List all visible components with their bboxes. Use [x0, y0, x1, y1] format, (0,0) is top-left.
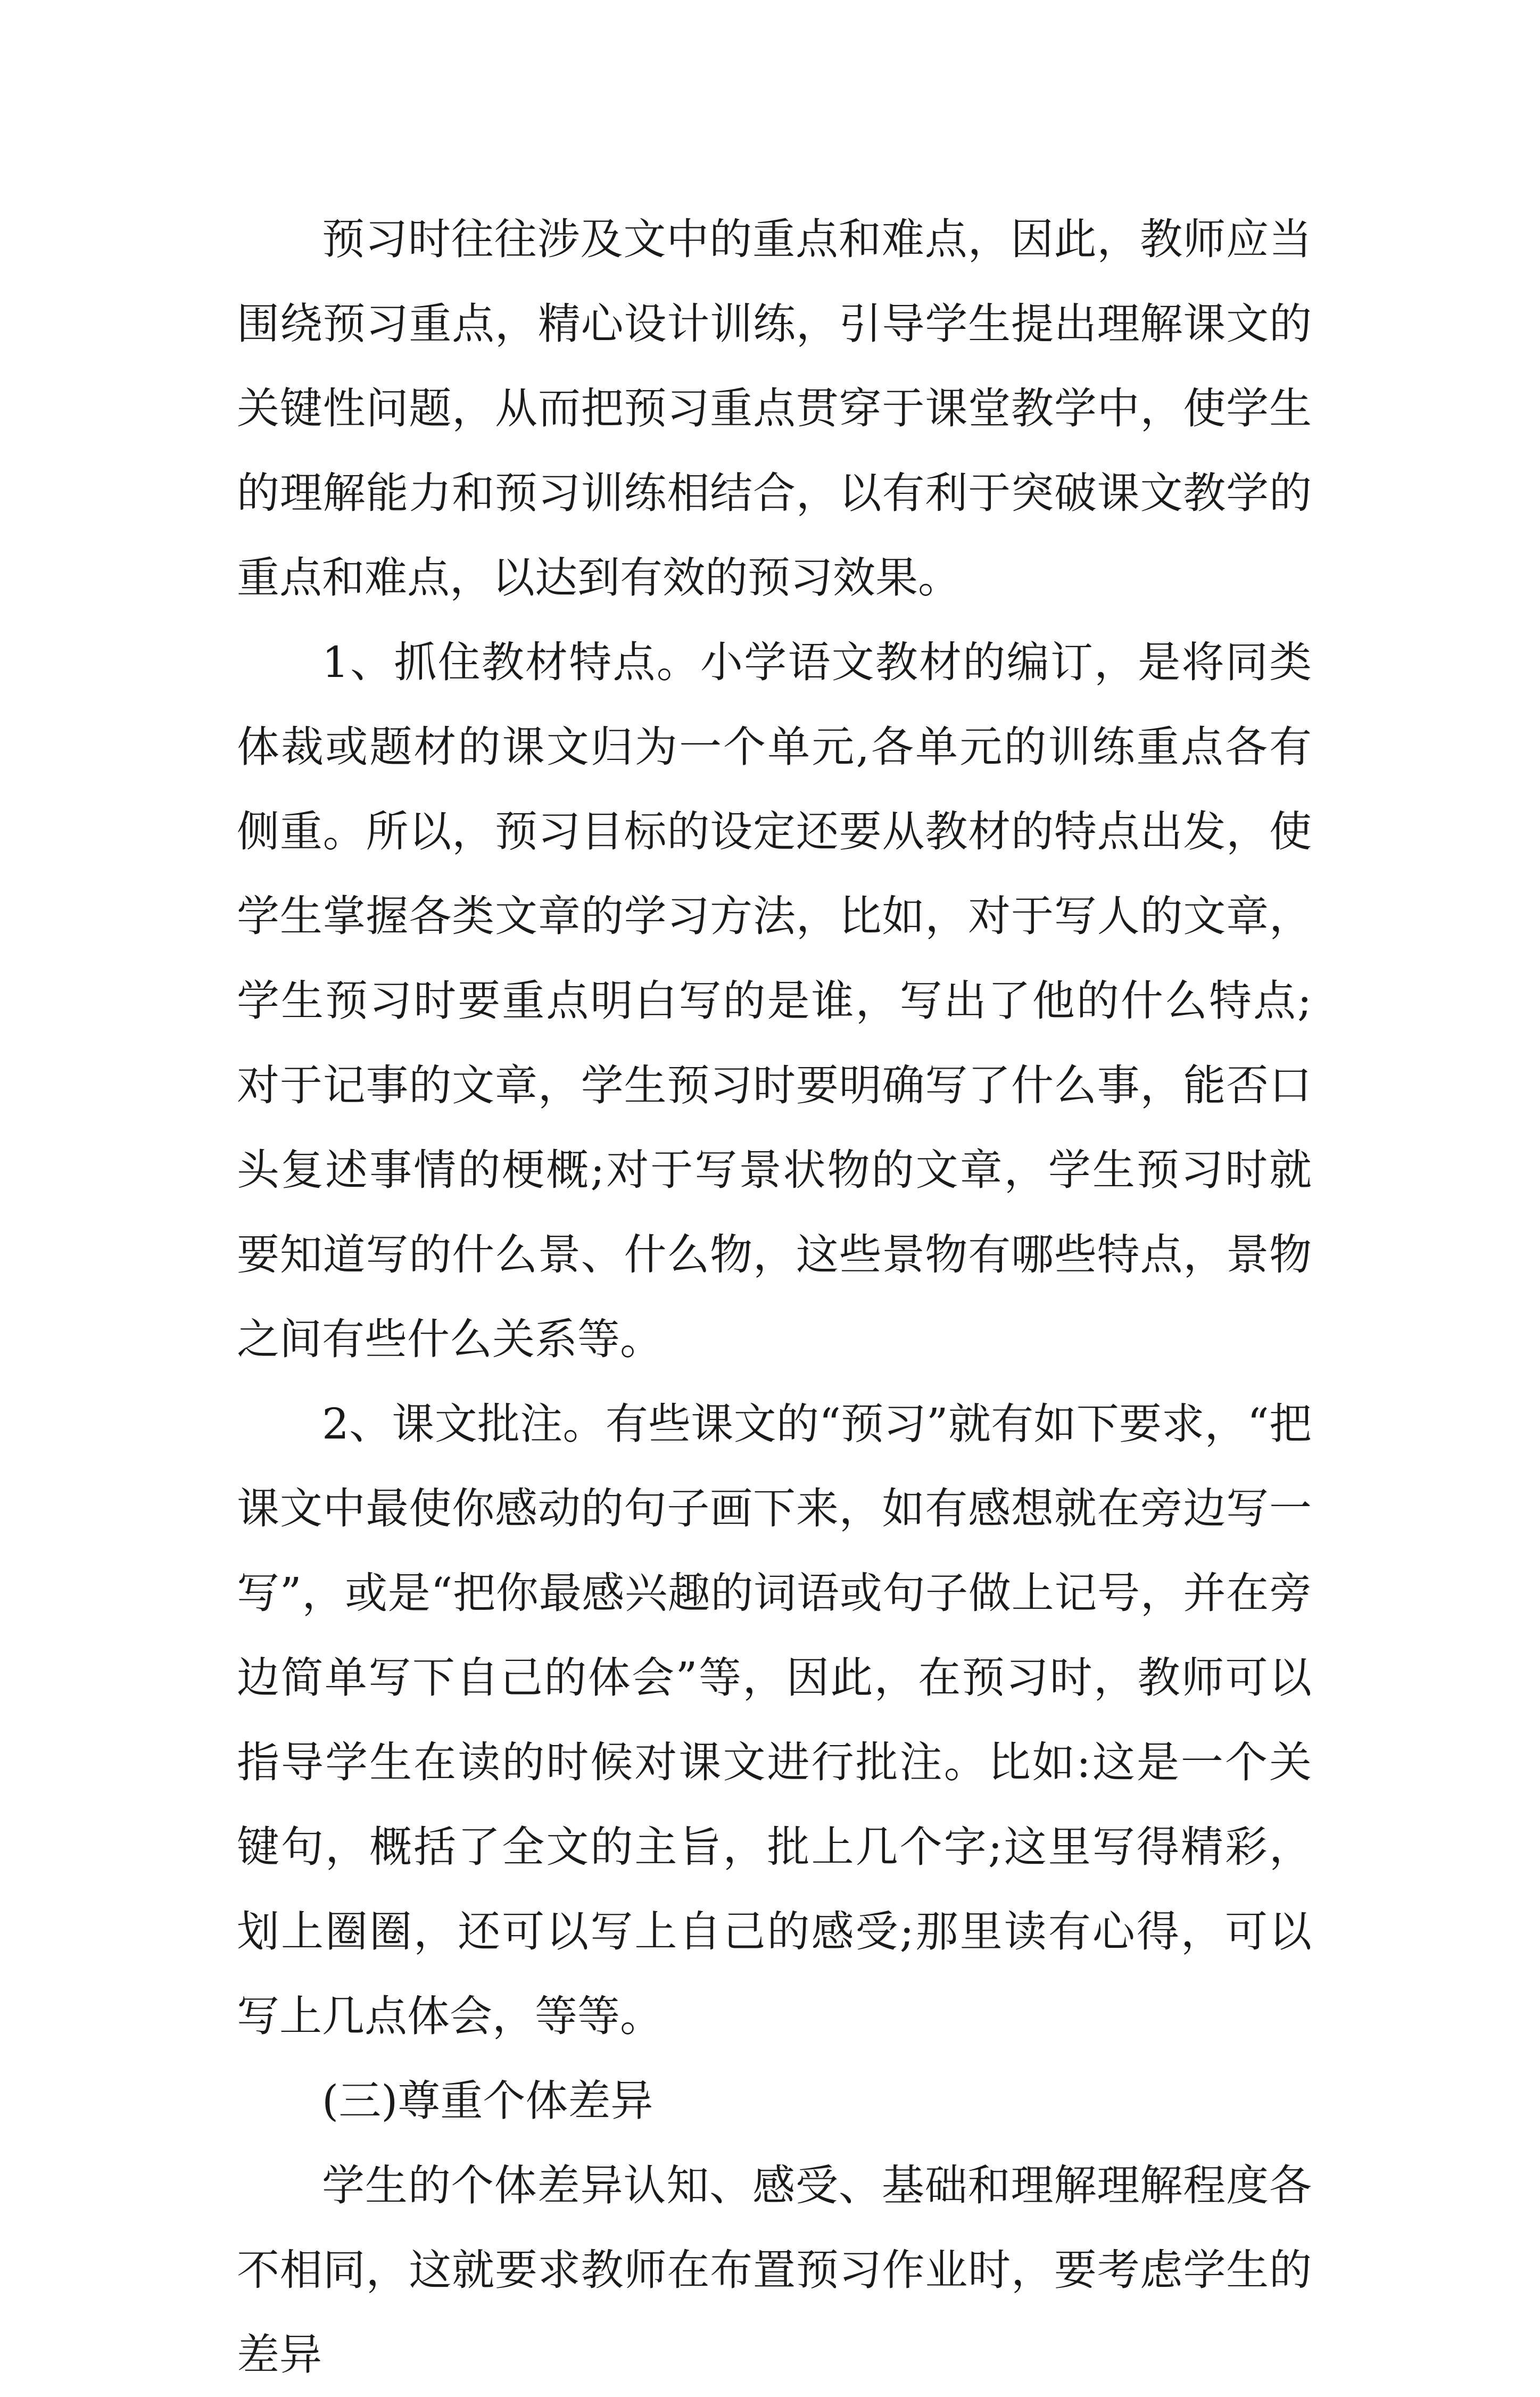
document-body [237, 197, 1312, 2397]
paragraph-text-annotation: 2、课文批注。有些课文的“预习”就有如下要求，“把课文中最使你感动的句子画下来，如有感想就在旁边写一写”，或是“把你最感兴趣的词语或句子做上记号，并在旁边简单写下自己的体会”等，因此，在预习时，教师可以指导学生在读的时候对课文进行批注。比如:这是一个关键句，概括了全文的主旨，批上几个字;这里写得精彩，划上圈圈，还可以写上自己的感受;那里读有心得，可以写上几点体会，等等。 [237, 1399, 1312, 2041]
paragraph-textbook-features: 1、抓住教材特点。小学语文教材的编订，是将同类体裁或题材的课文归为一个单元,各单元的训练重点各有侧重。所以，预习目标的设定还要从教材的特点出发，使学生掌握各类文章的学习方法，比如，对于写人的文章，学生预习时要重点明白写的是谁，写出了他的什么特点;对于记事的文章，学生预习时要明确写了什么事，能否口头复述事情的梗概;对于写景状物的文章，学生预习时就要知道写的什么景、什么物，这些景物有哪些特点，景物之间有些什么关系等。 [237, 638, 1312, 1364]
paragraph-preview-focus: 预习时往往涉及文中的重点和难点，因此，教师应当围绕预习重点，精心设计训练，引导学生提出理解课文的关键性问题，从而把预习重点贯穿于课堂教学中，使学生的理解能力和预习训练相结合，以有利于突破课文教学的重点和难点，以达到有效的预习效果。 [237, 214, 1312, 602]
section-heading: (三)尊重个体差异 [322, 2076, 653, 2126]
paragraph-individual-differences: 学生的个体差异认知、感受、基础和理解理解程度各不相同，这就要求教师在布置预习作业时，要考虑学生的差异 [237, 2161, 1312, 2379]
